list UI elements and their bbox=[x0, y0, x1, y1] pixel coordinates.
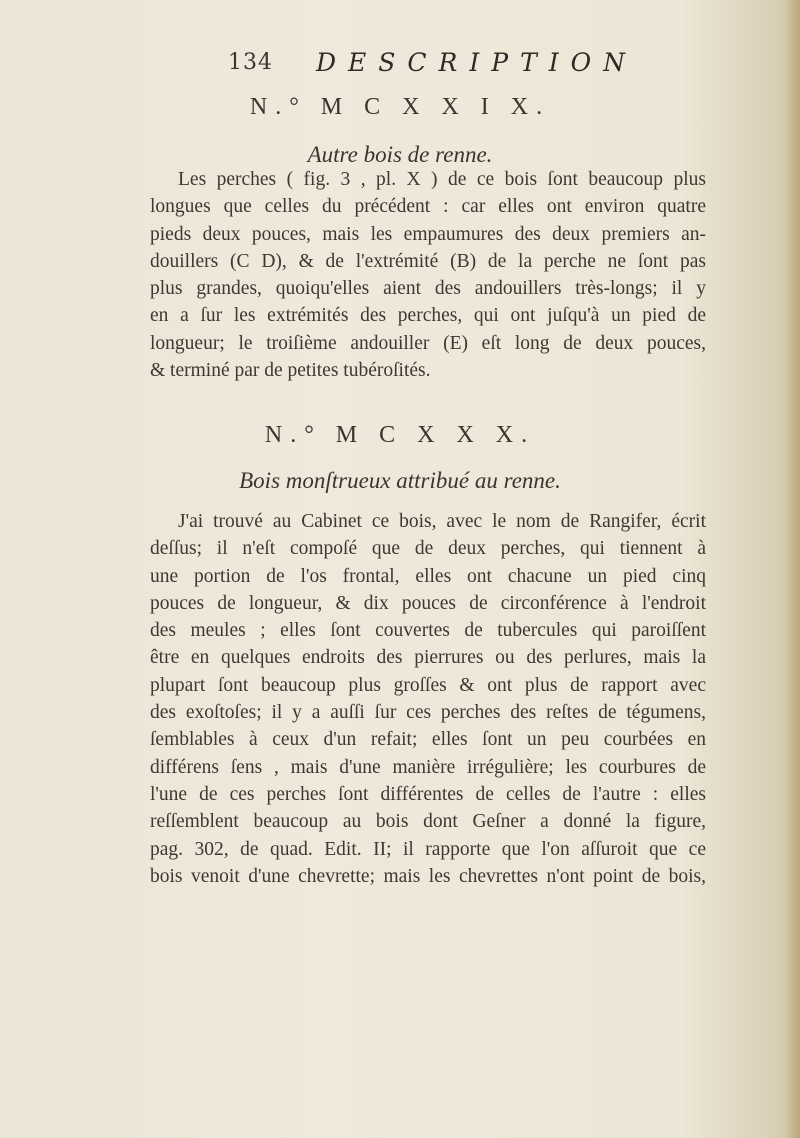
text-line: plupart ſont beaucoup plus groſſes & ont plus de rapport avec bbox=[150, 674, 706, 696]
section-paragraph bbox=[150, 508, 706, 890]
text-line: en a ſur les extrémités des perches, qui ont juſqu'à un pied de bbox=[150, 305, 706, 327]
text-line: douillers (C D), & de l'extrémité (B) de la perche ne ſont pas bbox=[150, 250, 706, 272]
section-title: Bois monſtrueux attribué au renne. bbox=[239, 468, 561, 493]
page-edge-shadow bbox=[786, 0, 800, 1138]
text-line: une portion de l'os frontal, elles ont chacune un pied cinq bbox=[150, 565, 706, 587]
page-number: 134 bbox=[228, 50, 273, 75]
text-line: pag. 302, de quad. Edit. II; il rapporte que l'on aſſuroit que ce bbox=[150, 838, 706, 860]
text-line: des exoſtoſes; il y a auſſi ſur ces perches des reſtes de tégumens, bbox=[150, 702, 706, 724]
text-line: bois venoit d'une chevrette; mais les chevrettes n'ont point de bois, bbox=[150, 865, 706, 887]
section-title: Autre bois de renne. bbox=[307, 142, 493, 167]
text-line: & terminé par de petites tubéroſités. bbox=[150, 360, 431, 382]
text-line: des meules ; elles ſont couvertes de tubercules qui paroiſſent bbox=[150, 620, 706, 642]
text-line: différens ſens , mais d'une manière irrégulière; les courbures de bbox=[150, 756, 706, 778]
text-line: longueur; le troiſième andouiller (E) eſt long de deux pouces, bbox=[150, 332, 706, 354]
text-line: deſſus; il n'eſt compoſé que de deux perches, qui tiennent à bbox=[150, 538, 706, 560]
section-paragraph bbox=[150, 166, 706, 384]
text-line: Les perches ( fig. 3 , pl. X ) de ce bois ſont beaucoup plus bbox=[178, 169, 706, 190]
text-line: pouces de longueur, & dix pouces de circonférence à l'endroit bbox=[150, 592, 706, 614]
text-line: pieds deux pouces, mais les empaumures des deux premiers an- bbox=[150, 223, 706, 245]
text-line: reſſemblent beaucoup au bois dont Geſner a donné la figure, bbox=[150, 811, 706, 833]
section-number: N.° M C X X I X. bbox=[249, 94, 551, 120]
text-line: l'une de ces perches ſont différentes de celles de l'autre : elles bbox=[150, 783, 706, 805]
text-line: plus grandes, quoiqu'elles aient des andouillers très-longs; il y bbox=[150, 278, 706, 300]
text-line: J'ai trouvé au Cabinet ce bois, avec le nom de Rangifer, écrit bbox=[178, 511, 706, 532]
running-head-title: DESCRIPTION bbox=[316, 48, 637, 77]
text-line: ſemblables à ceux d'un refait; elles ſont un peu courbées en bbox=[150, 729, 706, 751]
text-line: longues que celles du précédent : car elles ont environ quatre bbox=[150, 196, 706, 218]
section-number: N.° M C X X X. bbox=[264, 422, 536, 448]
text-line: être en quelques endroits des pierrures ou des perlures, mais la bbox=[150, 647, 706, 669]
